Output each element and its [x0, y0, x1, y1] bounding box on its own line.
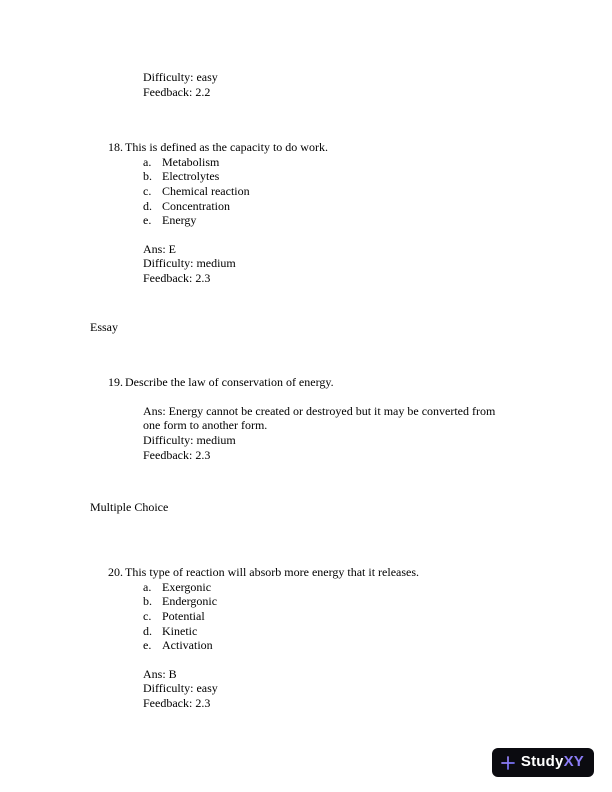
question-line	[108, 140, 328, 155]
answer-block	[143, 242, 328, 286]
section-heading-essay: Essay	[90, 320, 118, 334]
option-text: Electrolytes	[162, 169, 220, 184]
option-letter: b.	[143, 594, 152, 609]
question-20	[108, 565, 419, 711]
option-e	[143, 213, 328, 228]
option-text: Metabolism	[162, 154, 220, 169]
option-c	[143, 184, 328, 199]
option-b	[143, 594, 419, 609]
option-e	[143, 638, 419, 653]
option-letter: d.	[143, 623, 152, 638]
option-letter: c.	[143, 183, 152, 198]
answer-block	[143, 404, 513, 463]
answer-block	[143, 667, 419, 711]
question-19	[108, 375, 513, 462]
question-line	[108, 565, 419, 580]
option-text: Concentration	[162, 198, 230, 213]
options-list	[143, 155, 328, 228]
option-d	[143, 624, 419, 639]
option-a	[143, 155, 328, 170]
difficulty-line: Difficulty: easy	[143, 681, 218, 696]
option-letter: a.	[143, 154, 152, 169]
option-text: Chemical reaction	[162, 183, 250, 198]
section-heading-multiple-choice: Multiple Choice	[90, 500, 169, 514]
answer-line: Ans: B	[143, 666, 177, 681]
option-letter: d.	[143, 198, 152, 213]
answer-line: Ans: Energy cannot be created or destroyed but it may be converted from one form to another form.	[143, 403, 496, 433]
brand-xy-text: XY	[563, 753, 584, 771]
option-text: Potential	[162, 608, 205, 623]
feedback-line: Feedback: 2.3	[143, 696, 211, 710]
option-text: Activation	[162, 638, 213, 653]
option-letter: e.	[143, 213, 152, 228]
question-line	[108, 375, 513, 390]
brand-study-text: Study	[520, 753, 564, 771]
option-b	[143, 169, 328, 184]
brand-text	[521, 753, 584, 771]
feedback-line: Feedback: 2.3	[143, 271, 211, 285]
option-text: Endergonic	[162, 594, 218, 609]
difficulty-line: Difficulty: easy	[143, 70, 218, 84]
plus-icon	[500, 755, 516, 771]
studyxy-logo	[492, 748, 594, 777]
option-letter: c.	[143, 608, 152, 623]
question-18	[108, 140, 328, 286]
question-text: Describe the law of conservation of energy.	[125, 375, 334, 389]
difficulty-line: Difficulty: medium	[143, 256, 236, 271]
orphan-answer-block	[143, 70, 218, 99]
question-number: 19.	[108, 375, 123, 389]
answer-line: Ans: E	[143, 241, 176, 256]
option-a	[143, 580, 419, 595]
question-number: 20.	[108, 565, 123, 579]
question-text: This is defined as the capacity to do work.	[125, 140, 328, 154]
feedback-line: Feedback: 2.3	[143, 447, 211, 462]
feedback-line: Feedback: 2.2	[143, 84, 211, 99]
option-letter: e.	[143, 638, 152, 653]
difficulty-line: Difficulty: medium	[143, 432, 236, 447]
question-number: 18.	[108, 140, 123, 154]
option-d	[143, 199, 328, 214]
option-letter: b.	[143, 169, 152, 184]
option-text: Kinetic	[162, 623, 198, 638]
option-text: Exergonic	[162, 579, 212, 594]
option-c	[143, 609, 419, 624]
option-letter: a.	[143, 579, 152, 594]
option-text: Energy	[162, 213, 197, 228]
question-text: This type of reaction will absorb more energy that it releases.	[125, 565, 420, 579]
options-list	[143, 580, 419, 653]
